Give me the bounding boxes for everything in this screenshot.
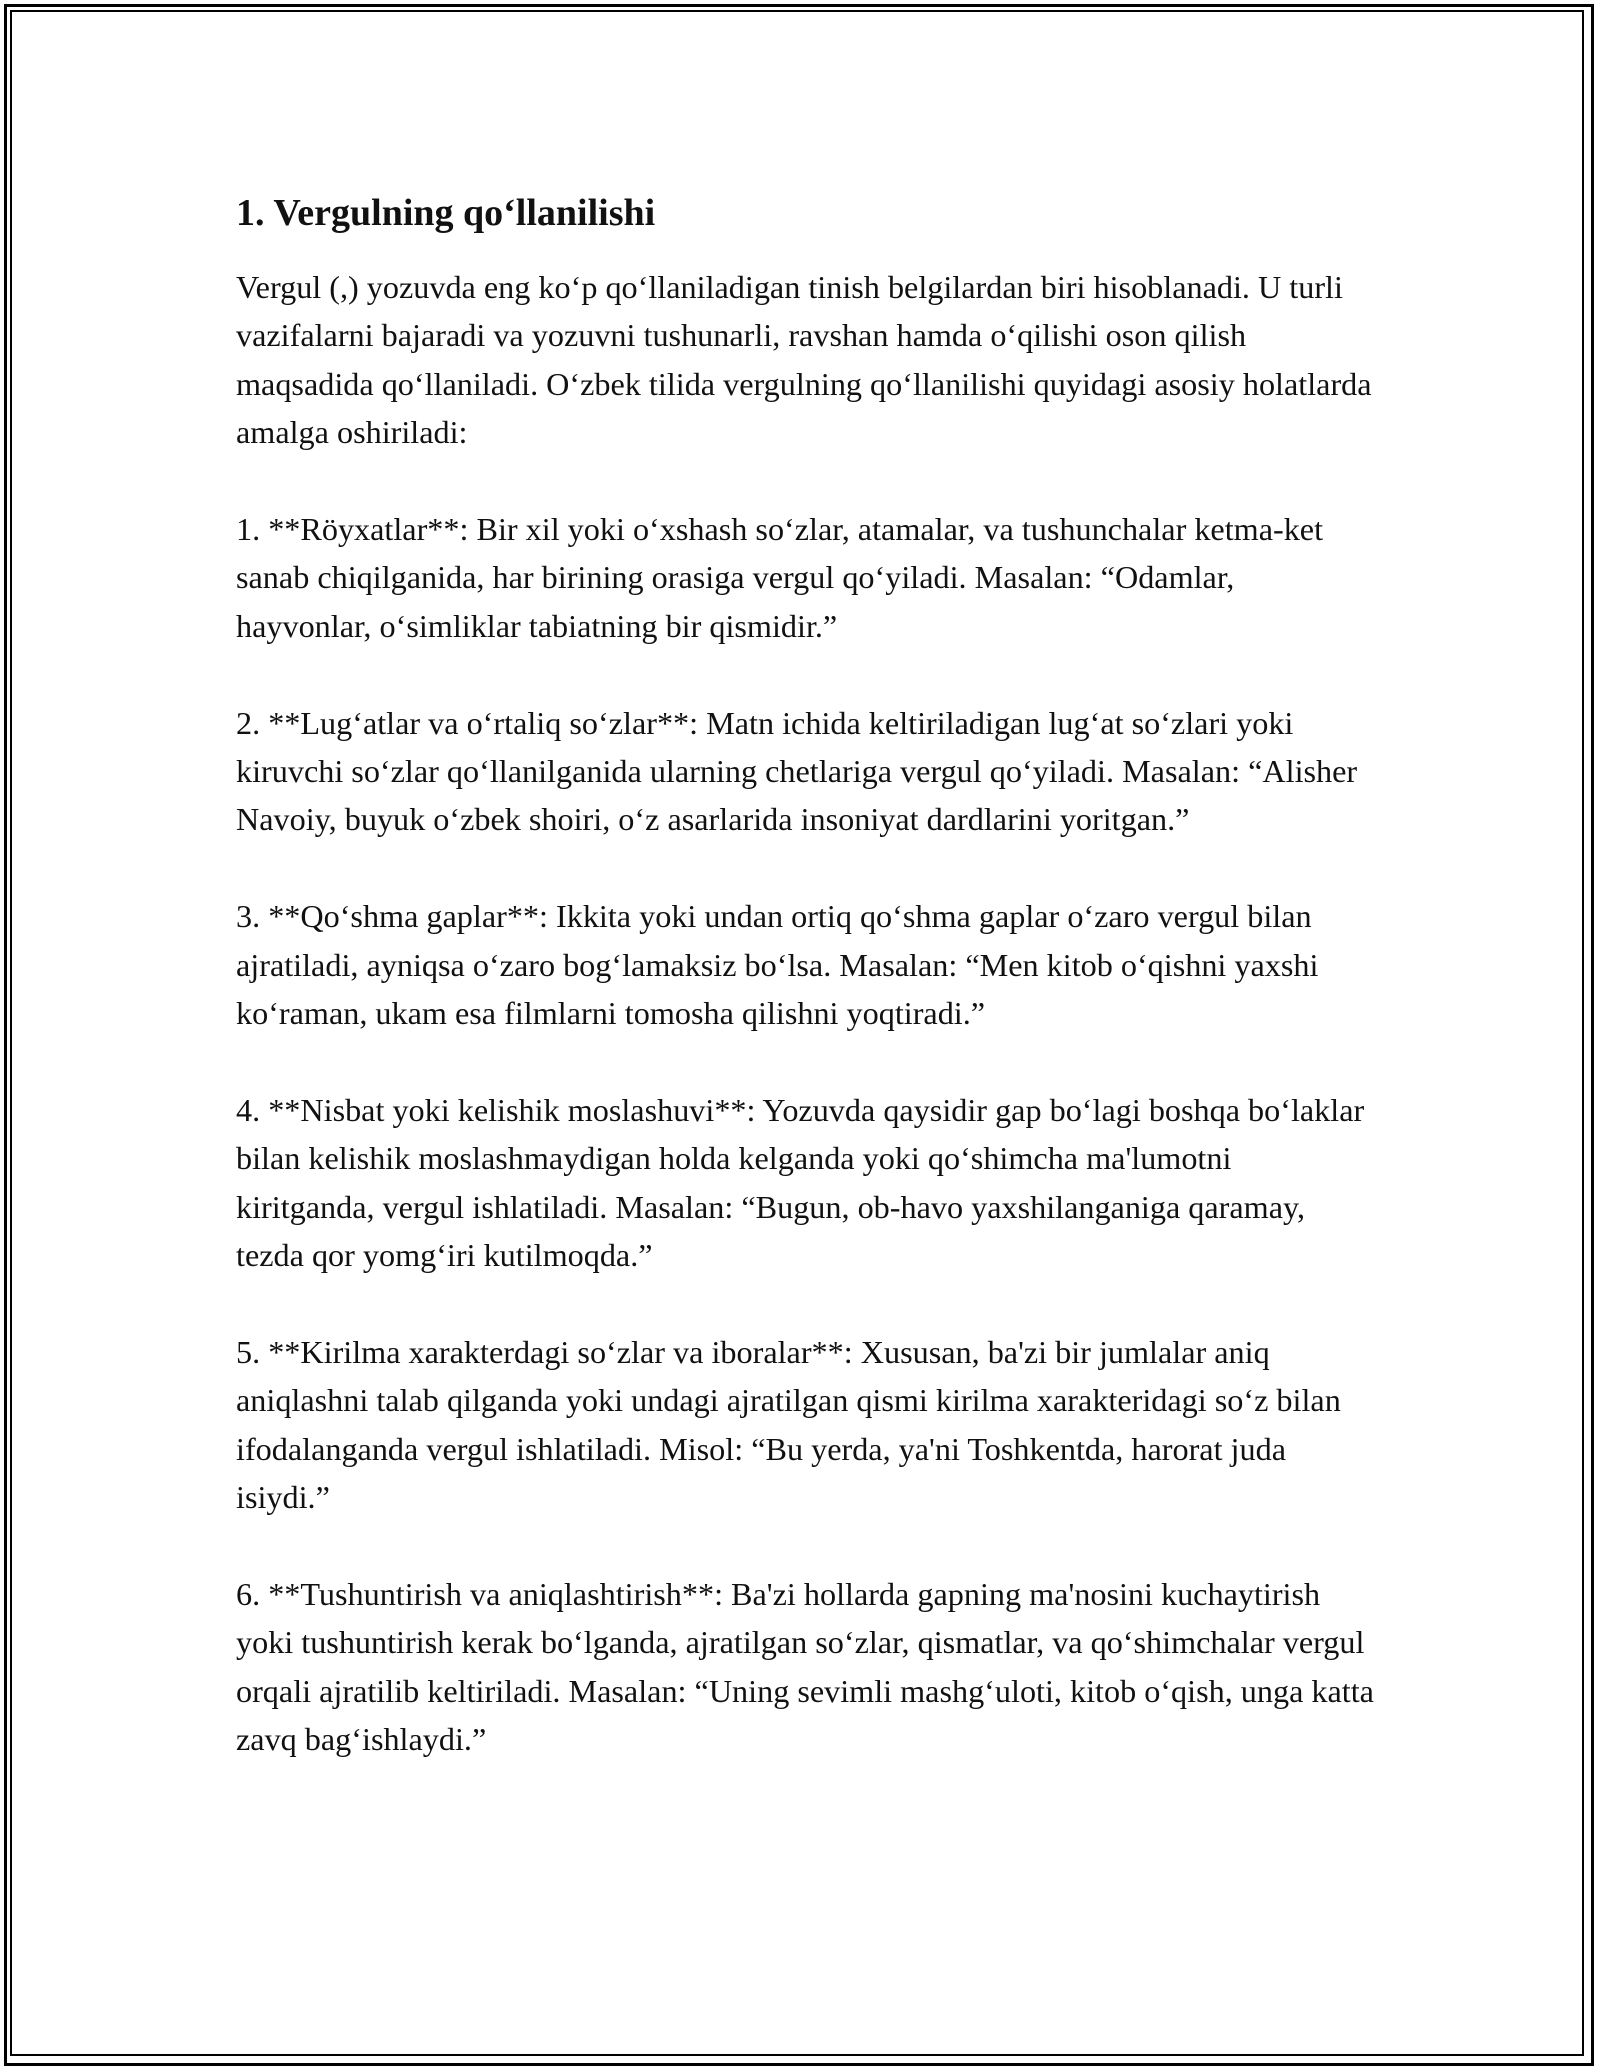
document-body <box>236 185 1376 1812</box>
list-item-6: 6. **Tushuntirish va aniqlashtirish**: Ba'zi hollarda gapning ma'nosini kuchaytirish yoki tushuntirish kerak bo‘lganda, ajratilgan so‘zlar, qismatlar, va qo‘shimchalar vergul orqali ajratilib keltiriladi. Masalan: “Uning sevimli mashg‘uloti, kitob o‘qish, unga katta zavq bag‘ishlaydi.” <box>236 1575 1374 1758</box>
list-item-5: 5. **Kirilma xarakterdagi so‘zlar va iboralar**: Xususan, ba'zi bir jumlalar aniq aniqlashni talab qilganda yoki undagi ajratilgan qismi kirilma xarakteridagi so‘z bilan ifodalanganda vergul ishlatiladi. Misol: “Bu yerda, ya'ni Toshkentda, harorat juda isiydi.” <box>236 1333 1341 1516</box>
list-item-4: 4. **Nisbat yoki kelishik moslashuvi**: Yozuvda qaysidir gap bo‘lagi boshqa bo‘laklar bilan kelishik moslashmaydigan holda kelganda yoki qo‘shimcha ma'lumotni kiritganda, vergul ishlatiladi. Masalan: “Bugun, ob-havo yaxshilanganiga qaramay, tezda qor yomg‘iri kutilmoqda.” <box>236 1091 1365 1274</box>
list-item-1: 1. **Röyxatlar**: Bir xil yoki o‘xshash so‘zlar, atamalar, va tushunchalar ketma-ket sanab chiqilganida, har birining orasiga vergul qo‘yiladi. Masalan: “Odamlar, hayvonlar, o‘simliklar tabiatning bir qismidir.” <box>236 511 1324 644</box>
section-heading: 1. Vergulning qo‘llanilishi <box>236 192 656 234</box>
list-item-3: 3. **Qo‘shma gaplar**: Ikkita yoki undan ortiq qo‘shma gaplar o‘zaro vergul bilan ajratiladi, ayniqsa o‘zaro bog‘lamaksiz bo‘lsa. Masalan: “Men kitob o‘qishni yaxshi ko‘raman, ukam esa filmlarni tomosha qilishni yoqtiradi.” <box>236 898 1319 1032</box>
intro-paragraph: Vergul (,) yozuvda eng ko‘p qo‘llaniladigan tinish belgilardan biri hisoblanadi. U turli vazifalarni bajaradi va yozuvni tushunarli, ravshan hamda o‘qilishi oson qilish maqsadida qo‘llaniladi. O‘zbek tilida vergulning qo‘llanilishi quyidagi asosiy holatlarda amalga oshiriladi: <box>236 269 1372 451</box>
list-item-2: 2. **Lug‘atlar va o‘rtaliq so‘zlar**: Matn ichida keltiriladigan lug‘at so‘zlari yoki kiruvchi so‘zlar qo‘llanilganida ularning chetlariga vergul qo‘yiladi. Masalan: “Alisher Navoiy, buyuk o‘zbek shoiri, o‘z asarlarida insoniyat dardlarini yoritgan.” <box>236 704 1358 838</box>
